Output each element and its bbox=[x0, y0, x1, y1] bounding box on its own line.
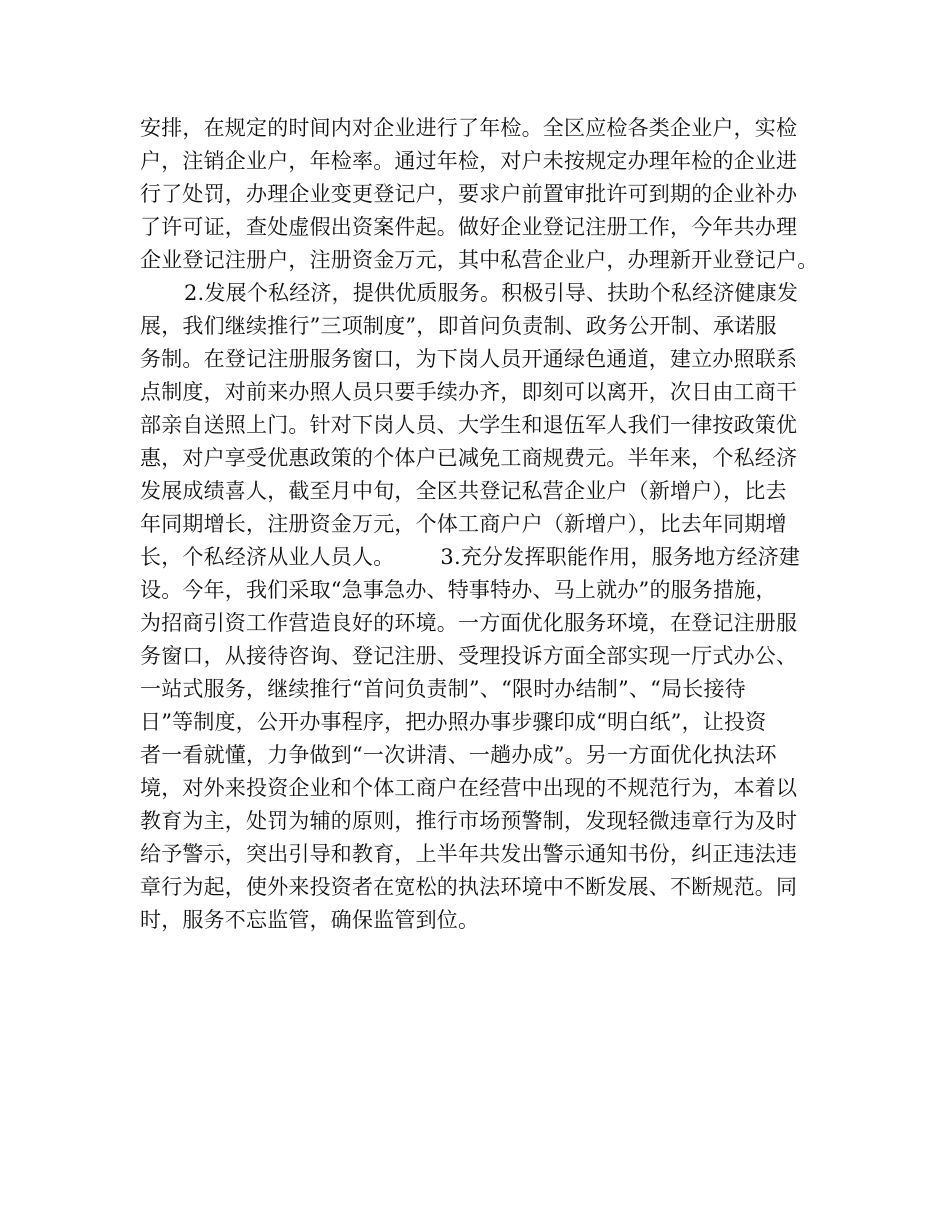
line-text: 展，我们继续推行”三项制度”，即首问负责制、政务公开制、承诺服 bbox=[140, 314, 777, 338]
line-text: 日”等制度，公开办事程序，把办照办事步骤印成“明白纸”，让投资 bbox=[140, 710, 767, 734]
line-text: 时，服务不忘监管，确保监管到位。 bbox=[140, 908, 480, 932]
text-line bbox=[140, 442, 820, 475]
text-line bbox=[140, 244, 820, 277]
text-line bbox=[140, 211, 820, 244]
text-line bbox=[140, 838, 820, 871]
line-text: 3.充分发挥职能作用，服务地方经济建 bbox=[440, 545, 801, 569]
line-text: 年同期增长，注册资金万元，个体工商户户（新增户），比去年同期增 bbox=[140, 512, 787, 536]
paragraph-start-line bbox=[140, 277, 820, 310]
line-text: 给予警示，突出引导和教育，上半年共发出警示通知书份，纠正违法违 bbox=[140, 842, 798, 866]
line-text: 务窗口，从接待咨询、登记注册、受理投诉方面全部实现一厅式办公、 bbox=[140, 644, 798, 668]
text-line bbox=[140, 145, 820, 178]
line-text: 企业登记注册户，注册资金万元，其中私营企业户，办理新开业登记户。 bbox=[140, 248, 819, 272]
line-text: 发展成绩喜人，截至月中旬，全区共登记私营企业户（新增户），比去 bbox=[140, 479, 787, 503]
text-line bbox=[140, 343, 820, 376]
text-line bbox=[140, 904, 820, 937]
line-text: 行了处罚，办理企业变更登记户，要求户前置审批许可到期的企业补办 bbox=[140, 182, 798, 206]
line-text: 点制度，对前来办照人员只要手续办齐，即刻可以离开，次日由工商干 bbox=[140, 380, 798, 404]
line-text: 为招商引资工作营造良好的环境。一方面优化服务环境，在登记注册服 bbox=[140, 611, 798, 635]
line-text: 部亲自送照上门。针对下岗人员、大学生和退伍军人我们一律按政策优 bbox=[140, 413, 798, 437]
line-text: 一站式服务，继续推行“首问负责制”、“限时办结制”、“局长接待 bbox=[140, 677, 746, 701]
text-line bbox=[140, 706, 820, 739]
line-text: 教育为主，处罚为辅的原则，推行市场预警制，发现轻微违章行为及时 bbox=[140, 809, 798, 833]
text-line bbox=[140, 871, 820, 904]
text-line bbox=[140, 409, 820, 442]
text-line bbox=[140, 640, 820, 673]
text-line bbox=[140, 805, 820, 838]
line-text: 户，注销企业户，年检率。通过年检，对户未按规定办理年检的企业进 bbox=[140, 149, 798, 173]
text-line bbox=[140, 310, 820, 343]
text-line bbox=[140, 178, 820, 211]
line-text: 安排，在规定的时间内对企业进行了年检。全区应检各类企业户，实检 bbox=[140, 116, 798, 140]
text-line bbox=[140, 508, 820, 541]
text-line bbox=[140, 112, 820, 145]
line-text: 惠，对户享受优惠政策的个体户已减免工商规费元。半年来，个私经济 bbox=[140, 446, 798, 470]
line-text: 章行为起，使外来投资者在宽松的执法环境中不断发展、不断规范。同 bbox=[140, 875, 798, 899]
text-line bbox=[140, 673, 820, 706]
text-line bbox=[140, 541, 820, 574]
line-text: 了许可证，查处虚假出资案件起。做好企业登记注册工作，今年共办理 bbox=[140, 215, 798, 239]
text-line bbox=[140, 772, 820, 805]
text-line bbox=[140, 739, 820, 772]
text-line bbox=[140, 376, 820, 409]
line-text: 境，对外来投资企业和个体工商户在经营中出现的不规范行为，本着以 bbox=[140, 776, 798, 800]
line-text: 2.发展个私经济，提供优质服务。积极引导、扶助个私经济健康发 bbox=[184, 281, 799, 305]
line-text: 者一看就懂，力争做到“一次讲清、一趟办成”。另一方面优化执法环 bbox=[140, 743, 777, 767]
text-line bbox=[140, 607, 820, 640]
line-text: 长，个私经济从业人员人。 bbox=[140, 545, 395, 569]
text-line bbox=[140, 574, 820, 607]
paragraph-gap bbox=[394, 541, 440, 574]
line-text: 务制。在登记注册服务窗口，为下岗人员开通绿色通道，建立办照联系 bbox=[140, 347, 798, 371]
line-text: 设。今年，我们采取“急事急办、特事特办、马上就办”的服务措施， bbox=[140, 578, 777, 602]
document-body bbox=[140, 112, 820, 937]
text-line bbox=[140, 475, 820, 508]
